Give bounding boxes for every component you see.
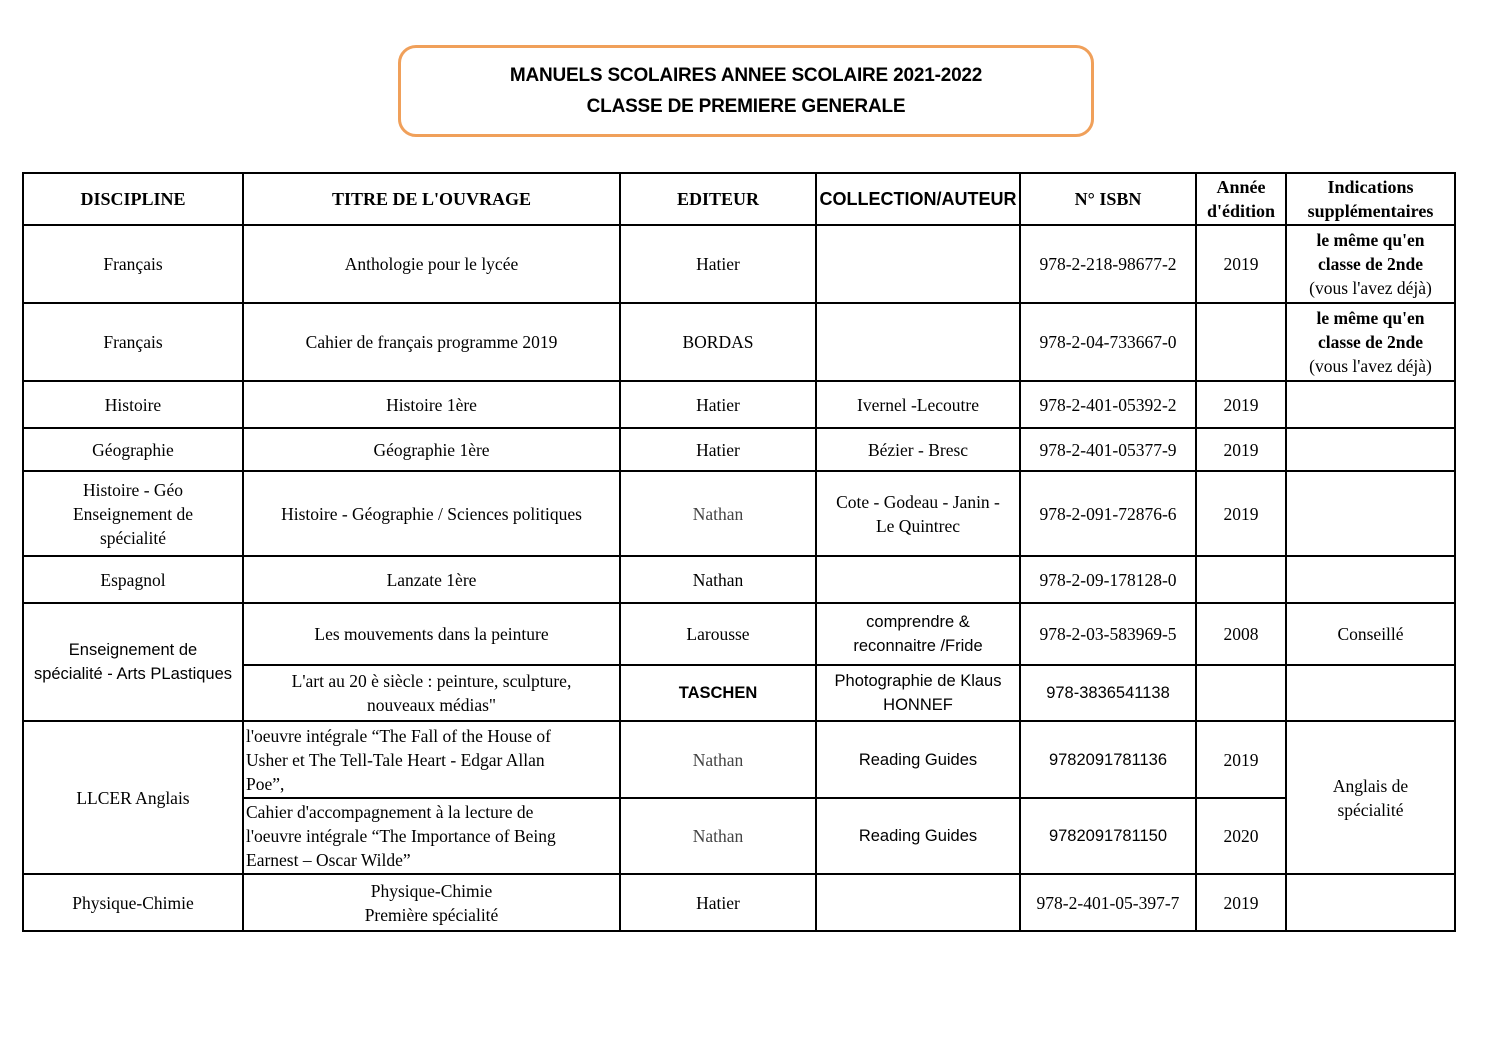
cell-editeur: Nathan [620,721,816,798]
note-line1: le même qu'en [1316,308,1425,328]
titre-line2: Usher et The Tell-Tale Heart - Edgar Allan [246,749,545,770]
cell-titre: Les mouvements dans la peinture [243,603,620,665]
column-header-indications [1286,173,1455,225]
cell-annee: 2019 [1196,471,1286,556]
cell-annee: 2008 [1196,603,1286,665]
cell-indications [1286,381,1455,428]
table-row [23,603,1455,665]
document-title-line1: MANUELS SCOLAIRES ANNEE SCOLAIRE 2021-2022 [509,65,983,86]
cell-editeur: TASCHEN [620,665,816,721]
column-header-indications-line2: supplémentaires [1307,201,1434,221]
cell-indications [1286,428,1455,471]
cell-isbn: 9782091781136 [1020,721,1196,798]
cell-titre [243,665,620,721]
cell-editeur: Larousse [620,603,816,665]
titre-line3: Poe”, [246,773,285,794]
cell-isbn: 978-2-09-178128-0 [1020,556,1196,603]
column-header-indications-line1: Indications [1327,177,1414,197]
column-header-annee-line2: d'édition [1206,201,1276,221]
note-line2: classe de 2nde [1318,254,1423,274]
titre-line3: Earnest – Oscar Wilde” [246,850,411,870]
cell-titre: Histoire - Géographie / Sciences politiques [243,471,620,556]
cell-indications [1286,556,1455,603]
cell-isbn: 978-2-401-05-397-7 [1020,874,1196,931]
collection-line1: Photographie de Klaus [834,672,1002,690]
cell-collection: Ivernel -Lecoutre [816,381,1020,428]
column-header-isbn: N° ISBN [1020,173,1196,225]
cell-editeur: Hatier [620,225,816,303]
cell-isbn: 978-2-091-72876-6 [1020,471,1196,556]
cell-titre: Cahier de français programme 2019 [243,303,620,381]
table-row [23,428,1455,471]
cell-discipline: Français [23,303,243,381]
discipline-line2: spécialité - Arts PLastiques [33,665,233,683]
cell-isbn: 978-2-04-733667-0 [1020,303,1196,381]
cell-annee: 2019 [1196,428,1286,471]
cell-annee: 2019 [1196,225,1286,303]
table-header-row [23,173,1455,225]
titre-line1: Physique-Chimie [370,880,493,901]
cell-titre [243,721,620,798]
table-row [23,874,1455,931]
cell-collection [816,225,1020,303]
table-row [23,721,1455,798]
cell-indications [1286,665,1455,721]
cell-discipline: Géographie [23,428,243,471]
cell-discipline [23,471,243,556]
discipline-line1: Enseignement de [68,641,198,659]
column-header-editeur: EDITEUR [620,173,816,225]
discipline-line2: Enseignement de [72,503,194,524]
cell-editeur: Nathan [620,798,816,874]
titre-line1: Cahier d'accompagnement à la lecture de [246,802,534,822]
cell-titre: Géographie 1ère [243,428,620,471]
titre-line2: nouveaux médias" [366,695,497,715]
cell-collection [816,874,1020,931]
cell-collection [816,556,1020,603]
discipline-line3: spécialité [99,527,167,548]
cell-annee: 2019 [1196,874,1286,931]
cell-isbn: 978-2-03-583969-5 [1020,603,1196,665]
cell-isbn: 978-2-401-05377-9 [1020,428,1196,471]
cell-isbn: 978-2-401-05392-2 [1020,381,1196,428]
collection-line2: HONNEF [883,696,953,714]
cell-annee: 2019 [1196,721,1286,798]
cell-collection: Bézier - Bresc [816,428,1020,471]
cell-editeur: Hatier [620,874,816,931]
cell-titre [243,874,620,931]
cell-discipline: Histoire [23,381,243,428]
document-title-box [398,45,1094,137]
cell-editeur: Nathan [620,556,816,603]
collection-line1: Cote - Godeau - Janin - [836,491,1000,512]
table-row [23,303,1455,381]
titre-line2: l'oeuvre intégrale “The Importance of Being [246,826,556,846]
cell-collection: Reading Guides [816,721,1020,798]
column-header-annee-line1: Année [1216,177,1266,197]
table-row [23,471,1455,556]
cell-annee: 2019 [1196,381,1286,428]
note-line3: (vous l'avez déjà) [1309,278,1432,298]
textbook-table [22,172,1456,932]
discipline-line1: Histoire - Géo [82,479,184,500]
note-line1: le même qu'en [1316,230,1425,250]
table-row [23,556,1455,603]
cell-indications [1286,874,1455,931]
cell-editeur: Hatier [620,428,816,471]
cell-collection [816,471,1020,556]
cell-discipline: Français [23,225,243,303]
cell-discipline: Physique-Chimie [23,874,243,931]
cell-indications [1286,721,1455,874]
table-row [23,225,1455,303]
column-header-annee [1196,173,1286,225]
titre-line1: l'oeuvre intégrale “The Fall of the House of [246,725,551,746]
cell-indications [1286,303,1455,381]
cell-titre [243,798,620,874]
cell-isbn: 9782091781150 [1020,798,1196,874]
note-line2: classe de 2nde [1318,332,1423,352]
cell-editeur: BORDAS [620,303,816,381]
cell-indications: Conseillé [1286,603,1455,665]
cell-discipline: Espagnol [23,556,243,603]
cell-collection [816,665,1020,721]
collection-line2: Le Quintrec [875,515,961,536]
document-title-line2: CLASSE DE PREMIERE GENERALE [586,96,906,117]
titre-line1: L'art au 20 è siècle : peinture, sculpture, [291,671,572,691]
collection-line2: reconnaitre /Fride [853,637,983,655]
cell-annee: 2020 [1196,798,1286,874]
column-header-collection: COLLECTION/AUTEUR [816,173,1020,225]
cell-annee [1196,665,1286,721]
cell-collection: Reading Guides [816,798,1020,874]
note-line2: spécialité [1337,799,1404,820]
table-row [23,381,1455,428]
cell-isbn: 978-3836541138 [1020,665,1196,721]
cell-titre: Anthologie pour le lycée [243,225,620,303]
cell-editeur: Hatier [620,381,816,428]
cell-collection [816,603,1020,665]
cell-editeur: Nathan [620,471,816,556]
cell-isbn: 978-2-218-98677-2 [1020,225,1196,303]
note-line3: (vous l'avez déjà) [1309,356,1432,376]
titre-line2: Première spécialité [364,904,499,925]
collection-line1: comprendre & [866,613,970,631]
cell-discipline [23,603,243,721]
cell-indications [1286,225,1455,303]
column-header-titre: TITRE DE L'OUVRAGE [243,173,620,225]
cell-annee [1196,303,1286,381]
cell-annee [1196,556,1286,603]
cell-collection [816,303,1020,381]
cell-titre: Lanzate 1ère [243,556,620,603]
note-line1: Anglais de [1332,775,1409,796]
cell-indications [1286,471,1455,556]
column-header-discipline: DISCIPLINE [23,173,243,225]
cell-titre: Histoire 1ère [243,381,620,428]
cell-discipline: LLCER Anglais [23,721,243,874]
